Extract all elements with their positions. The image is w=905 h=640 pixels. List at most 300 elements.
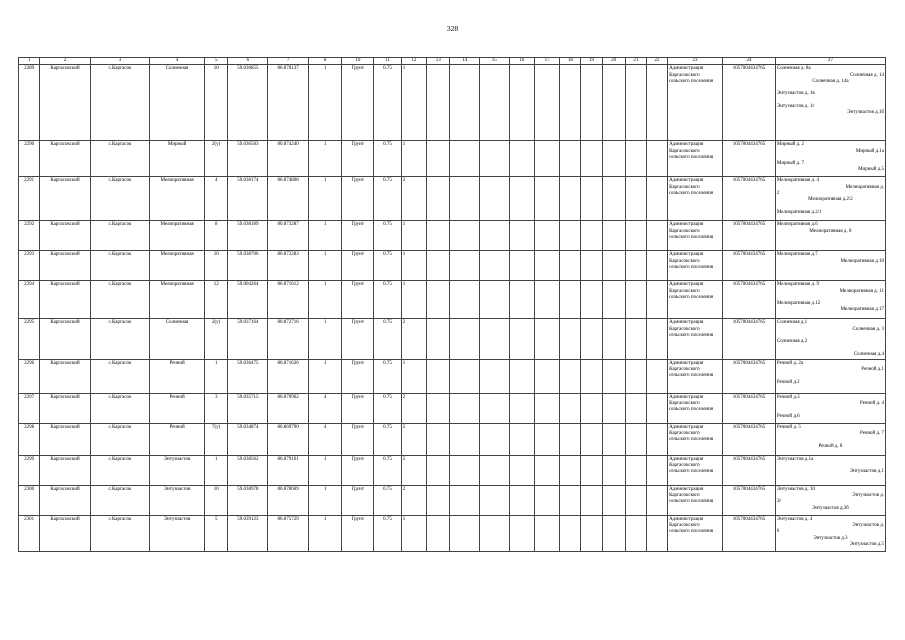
empty-cell: [581, 281, 602, 319]
address-line: Мелиоративная д.6: [776, 222, 818, 228]
table-body: [19, 65, 886, 552]
empty-cell: [646, 455, 667, 485]
house-cell: 3: [205, 393, 228, 423]
village-cell: с.Каргасок: [90, 251, 149, 281]
village-cell: с.Каргасок: [90, 393, 149, 423]
address-line: Речной д.3: [776, 394, 800, 400]
count-cell: 1: [308, 141, 342, 177]
row-number: 2298: [19, 423, 40, 455]
address-line: Солнечная д. 14а: [812, 78, 849, 84]
address-line: Мелиоративная д.12: [776, 301, 821, 306]
empty-cell: [646, 319, 667, 360]
column-header: 1: [19, 58, 40, 65]
empty-cell: [602, 485, 625, 515]
empty-cell: [602, 141, 625, 177]
address-line: Мелиоративная д.2/1: [776, 209, 822, 215]
empty-cell: [450, 455, 480, 485]
registry-table-container: [18, 57, 886, 552]
empty-cell: [625, 359, 646, 393]
volume-cell: 0.75: [374, 251, 401, 281]
count-cell: 1: [308, 177, 342, 221]
empty-cell: [625, 423, 646, 455]
address-line: Энтузиастов д.: [852, 493, 884, 498]
empty-cell: [534, 65, 559, 141]
address-line: Речной д. 8: [818, 443, 843, 449]
owner-cell: Администрация Каргасокского сельского поселения: [668, 141, 723, 177]
longitude-cell: 80.873287: [268, 221, 308, 251]
empty-cell: [602, 359, 625, 393]
empty-cell: [427, 281, 450, 319]
containers-cell: 2: [401, 393, 426, 423]
address-line: 6: [776, 529, 780, 535]
column-header: 11: [374, 58, 401, 65]
volume-cell: 0.75: [374, 281, 401, 319]
served-addresses-cell: [775, 319, 885, 360]
row-number: 2294: [19, 281, 40, 319]
served-addresses-cell: [775, 393, 885, 423]
column-header: 20: [602, 58, 625, 65]
empty-cell: [534, 359, 559, 393]
surface-cell: Грунт: [342, 485, 374, 515]
house-cell: 1: [205, 455, 228, 485]
house-cell: 7(у): [205, 423, 228, 455]
empty-cell: [646, 485, 667, 515]
column-header: 27: [775, 58, 885, 65]
empty-cell: [509, 319, 534, 360]
containers-cell: 2: [401, 423, 426, 455]
address-line: Речной д.2: [776, 379, 800, 385]
empty-cell: [625, 221, 646, 251]
surface-cell: Грунт: [342, 359, 374, 393]
column-header: 15: [479, 58, 509, 65]
empty-cell: [450, 281, 480, 319]
address-line: Солнечная д.2: [776, 339, 808, 344]
address-line: Энтузиастов д.5: [849, 541, 884, 547]
column-header: 22: [646, 58, 667, 65]
latitude-cell: 59.038174: [228, 177, 268, 221]
empty-cell: [581, 455, 602, 485]
village-cell: с.Каргасок: [90, 65, 149, 141]
empty-cell: [581, 515, 602, 551]
empty-cell: [509, 359, 534, 393]
street-cell: Энтузиастов: [150, 455, 205, 485]
empty-cell: [450, 359, 480, 393]
count-cell: 1: [308, 251, 342, 281]
empty-cell: [581, 359, 602, 393]
address-line: Энтузиастов д.1: [849, 469, 884, 475]
empty-cell: [450, 65, 480, 141]
street-cell: Солнечная: [150, 319, 205, 360]
owner-cell: Администрация Каргасокского сельского поселения: [668, 319, 723, 360]
latitude-cell: 59.036583: [228, 141, 268, 177]
empty-cell: [479, 177, 509, 221]
empty-cell: [450, 515, 480, 551]
empty-cell: [534, 485, 559, 515]
empty-cell: [602, 281, 625, 319]
empty-cell: [581, 423, 602, 455]
empty-cell: [560, 423, 581, 455]
owner-cell: Администрация Каргасокского сельского поселения: [668, 281, 723, 319]
ogrn-cell: 1057004434765: [723, 423, 776, 455]
address-line: Мелиоративная д. 11: [839, 288, 884, 294]
empty-cell: [560, 177, 581, 221]
empty-cell: [646, 65, 667, 141]
empty-cell: [534, 515, 559, 551]
volume-cell: 0.75: [374, 177, 401, 221]
column-header: 5: [205, 58, 228, 65]
served-addresses-cell: [775, 281, 885, 319]
empty-cell: [560, 485, 581, 515]
empty-cell: [602, 455, 625, 485]
street-cell: Энтузиастов: [150, 485, 205, 515]
empty-cell: [581, 251, 602, 281]
table-header: [19, 58, 886, 65]
latitude-cell: 59.039123: [228, 515, 268, 551]
village-cell: с.Каргасок: [90, 359, 149, 393]
empty-cell: [646, 177, 667, 221]
empty-cell: [560, 221, 581, 251]
served-addresses-cell: [775, 515, 885, 551]
owner-cell: Администрация Каргасокского сельского поселения: [668, 515, 723, 551]
address-line: Мелиоративная д.7: [776, 252, 818, 258]
column-header: 8: [308, 58, 342, 65]
containers-cell: 2: [401, 177, 426, 221]
longitude-cell: 80.872716: [268, 319, 308, 360]
row-number: 2296: [19, 359, 40, 393]
owner-cell: Администрация Каргасокского сельского поселения: [668, 221, 723, 251]
served-addresses-cell: [775, 251, 885, 281]
empty-cell: [479, 455, 509, 485]
table-row: [19, 393, 886, 423]
surface-cell: Грунт: [342, 281, 374, 319]
empty-cell: [581, 319, 602, 360]
row-number: 2293: [19, 251, 40, 281]
empty-cell: [625, 515, 646, 551]
empty-cell: [479, 393, 509, 423]
longitude-cell: 80.871612: [268, 281, 308, 319]
street-cell: Речной: [150, 393, 205, 423]
empty-cell: [560, 141, 581, 177]
column-header: 2: [40, 58, 91, 65]
count-cell: 1: [308, 515, 342, 551]
address-line: Энтузиастов д.1б: [847, 110, 884, 115]
containers-cell: 2: [401, 455, 426, 485]
address-line: Мирный д. 7: [776, 161, 805, 166]
village-cell: с.Каргасок: [90, 141, 149, 177]
longitude-cell: 80.874808: [268, 177, 308, 221]
volume-cell: 0.75: [374, 319, 401, 360]
village-cell: с.Каргасок: [90, 319, 149, 360]
served-addresses-cell: [775, 485, 885, 515]
owner-cell: Администрация Каргасокского сельского поселения: [668, 251, 723, 281]
empty-cell: [450, 221, 480, 251]
row-number: 2292: [19, 221, 40, 251]
street-cell: Энтузиастов: [150, 515, 205, 551]
containers-cell: 1: [401, 65, 426, 141]
empty-cell: [560, 65, 581, 141]
ogrn-cell: 1057004434765: [723, 141, 776, 177]
address-line: Мирный д.1а: [855, 148, 884, 154]
empty-cell: [646, 393, 667, 423]
district-cell: Каргасокский: [40, 359, 91, 393]
district-cell: Каргасокский: [40, 485, 91, 515]
street-cell: Мелиоративная: [150, 177, 205, 221]
empty-cell: [479, 221, 509, 251]
ogrn-cell: 1057004434765: [723, 65, 776, 141]
district-cell: Каргасокский: [40, 141, 91, 177]
address-line: Мирный д. 2: [776, 142, 805, 148]
served-addresses-cell: [775, 221, 885, 251]
empty-cell: [581, 221, 602, 251]
empty-cell: [479, 65, 509, 141]
owner-cell: Администрация Каргасокского сельского поселения: [668, 359, 723, 393]
empty-cell: [479, 319, 509, 360]
containers-cell: 1: [401, 221, 426, 251]
empty-cell: [509, 251, 534, 281]
empty-cell: [534, 319, 559, 360]
empty-cell: [509, 393, 534, 423]
house-cell: 2(у): [205, 141, 228, 177]
longitude-cell: 80.874240: [268, 141, 308, 177]
address-line: Энтузиастов д. 4: [776, 516, 813, 522]
column-header: 6: [228, 58, 268, 65]
empty-cell: [560, 393, 581, 423]
column-header: 4: [150, 58, 205, 65]
longitude-cell: 80.878669: [268, 485, 308, 515]
ogrn-cell: 1057004434765: [723, 177, 776, 221]
empty-cell: [560, 251, 581, 281]
district-cell: Каргасокский: [40, 65, 91, 141]
address-line: Речной д.1: [861, 367, 884, 372]
longitude-cell: 80.870137: [268, 65, 308, 141]
column-header: 3: [90, 58, 149, 65]
empty-cell: [646, 281, 667, 319]
column-header: 7: [268, 58, 308, 65]
empty-cell: [560, 359, 581, 393]
empty-cell: [646, 359, 667, 393]
surface-cell: Грунт: [342, 221, 374, 251]
empty-cell: [427, 423, 450, 455]
count-cell: 4: [308, 393, 342, 423]
table-row: [19, 423, 886, 455]
address-line: Энтузиастов д.3: [813, 535, 848, 541]
latitude-cell: 59.038562: [228, 455, 268, 485]
row-number: 2291: [19, 177, 40, 221]
column-header: 21: [625, 58, 646, 65]
served-addresses-cell: [775, 455, 885, 485]
empty-cell: [625, 141, 646, 177]
empty-cell: [450, 423, 480, 455]
surface-cell: Грунт: [342, 515, 374, 551]
column-header: 18: [560, 58, 581, 65]
house-cell: 4: [205, 177, 228, 221]
empty-cell: [509, 221, 534, 251]
empty-cell: [479, 281, 509, 319]
volume-cell: 0.75: [374, 515, 401, 551]
empty-cell: [509, 423, 534, 455]
ogrn-cell: 1057004434765: [723, 515, 776, 551]
district-cell: Каргасокский: [40, 281, 91, 319]
table-row: [19, 177, 886, 221]
volume-cell: 0.75: [374, 485, 401, 515]
village-cell: с.Каргасок: [90, 177, 149, 221]
empty-cell: [509, 455, 534, 485]
empty-cell: [534, 281, 559, 319]
house-cell: 10: [205, 485, 228, 515]
column-header: 12: [401, 58, 426, 65]
district-cell: Каргасокский: [40, 455, 91, 485]
empty-cell: [602, 251, 625, 281]
empty-cell: [602, 177, 625, 221]
empty-cell: [479, 515, 509, 551]
count-cell: 1: [308, 221, 342, 251]
ogrn-cell: 1057004434765: [723, 485, 776, 515]
longitude-cell: 80.870962: [268, 393, 308, 423]
ogrn-cell: 1057004434765: [723, 281, 776, 319]
address-line: Мелиоративная д. 8: [809, 228, 852, 234]
street-cell: Мелиоративная: [150, 281, 205, 319]
served-addresses-cell: [775, 423, 885, 455]
row-number: 2299: [19, 455, 40, 485]
column-header: 13: [427, 58, 450, 65]
empty-cell: [479, 359, 509, 393]
empty-cell: [581, 393, 602, 423]
empty-cell: [625, 393, 646, 423]
empty-cell: [602, 393, 625, 423]
count-cell: 1: [308, 281, 342, 319]
address-line: Энтузиастов д. 1в: [776, 91, 815, 97]
served-addresses-cell: [775, 141, 885, 177]
village-cell: с.Каргасок: [90, 485, 149, 515]
containers-cell: 1: [401, 359, 426, 393]
empty-cell: [509, 177, 534, 221]
empty-cell: [509, 65, 534, 141]
containers-cell: 1: [401, 281, 426, 319]
latitude-cell: 59.037164: [228, 319, 268, 360]
served-addresses-cell: [775, 359, 885, 393]
address-line: Энтузиастов д.: [852, 523, 884, 528]
containers-cell: 2: [401, 319, 426, 360]
empty-cell: [450, 485, 480, 515]
ogrn-cell: 1057004434765: [723, 393, 776, 423]
surface-cell: Грунт: [342, 251, 374, 281]
row-number: 2301: [19, 515, 40, 551]
row-number: 2290: [19, 141, 40, 177]
containers-cell: 1: [401, 251, 426, 281]
empty-cell: [625, 251, 646, 281]
longitude-cell: 80.879161: [268, 455, 308, 485]
address-line: Речной д. 2а: [776, 360, 804, 366]
empty-cell: [625, 281, 646, 319]
district-cell: Каргасокский: [40, 515, 91, 551]
table-row: [19, 319, 886, 360]
table-row: [19, 515, 886, 551]
containers-cell: 2: [401, 485, 426, 515]
longitude-cell: 80.869790: [268, 423, 308, 455]
row-number: 2289: [19, 65, 40, 141]
latitude-cell: 59.034874: [228, 423, 268, 455]
empty-cell: [560, 515, 581, 551]
surface-cell: Грунт: [342, 319, 374, 360]
volume-cell: 0.75: [374, 423, 401, 455]
empty-cell: [646, 221, 667, 251]
empty-cell: [479, 251, 509, 281]
ogrn-cell: 1057004434765: [723, 319, 776, 360]
house-cell: 2(у): [205, 319, 228, 360]
address-line: Солнечная д. 8а: [776, 66, 811, 72]
house-cell: 10: [205, 251, 228, 281]
address-line: Мелиоративная д.: [845, 184, 884, 190]
owner-cell: Администрация Каргасокского сельского поселения: [668, 393, 723, 423]
latitude-cell: 59.035715: [228, 393, 268, 423]
header-row: [19, 58, 886, 65]
empty-cell: [625, 485, 646, 515]
empty-cell: [427, 359, 450, 393]
count-cell: 1: [308, 359, 342, 393]
address-line: Солнечная д. 14: [849, 72, 884, 78]
volume-cell: 0.75: [374, 141, 401, 177]
empty-cell: [479, 141, 509, 177]
surface-cell: Грунт: [342, 423, 374, 455]
empty-cell: [625, 177, 646, 221]
empty-cell: [427, 319, 450, 360]
house-cell: 8: [205, 221, 228, 251]
column-header: 19: [581, 58, 602, 65]
address-line: Речной д.6: [776, 413, 800, 419]
longitude-cell: 80.875729: [268, 515, 308, 551]
address-line: Энтузиастов д.3б: [812, 505, 849, 511]
ogrn-cell: 1057004434765: [723, 221, 776, 251]
count-cell: 1: [308, 455, 342, 485]
address-line: Мирный д.5: [858, 167, 884, 173]
row-number: 2295: [19, 319, 40, 360]
empty-cell: [534, 251, 559, 281]
empty-cell: [560, 319, 581, 360]
table-row: [19, 455, 886, 485]
empty-cell: [479, 423, 509, 455]
village-cell: с.Каргасок: [90, 281, 149, 319]
village-cell: с.Каргасок: [90, 423, 149, 455]
served-addresses-cell: [775, 177, 885, 221]
latitude-cell: 59.038706: [228, 251, 268, 281]
empty-cell: [625, 319, 646, 360]
district-cell: Каргасокский: [40, 251, 91, 281]
empty-cell: [509, 515, 534, 551]
empty-cell: [427, 221, 450, 251]
empty-cell: [625, 455, 646, 485]
registry-table: [18, 57, 886, 552]
page-number: 328: [446, 24, 459, 33]
empty-cell: [450, 141, 480, 177]
district-cell: Каргасокский: [40, 319, 91, 360]
owner-cell: Администрация Каргасокского сельского поселения: [668, 423, 723, 455]
latitude-cell: 59.038189: [228, 221, 268, 251]
empty-cell: [602, 65, 625, 141]
district-cell: Каргасокский: [40, 177, 91, 221]
ogrn-cell: 1057004434765: [723, 251, 776, 281]
latitude-cell: 59.004264: [228, 281, 268, 319]
street-cell: Речной: [150, 423, 205, 455]
empty-cell: [427, 65, 450, 141]
column-header: 14: [450, 58, 480, 65]
empty-cell: [646, 423, 667, 455]
empty-cell: [581, 141, 602, 177]
empty-cell: [509, 141, 534, 177]
address-line: Речной д. 5: [776, 424, 801, 430]
table-row: [19, 281, 886, 319]
table-row: [19, 359, 886, 393]
address-line: Солнечная д.1: [776, 320, 808, 326]
